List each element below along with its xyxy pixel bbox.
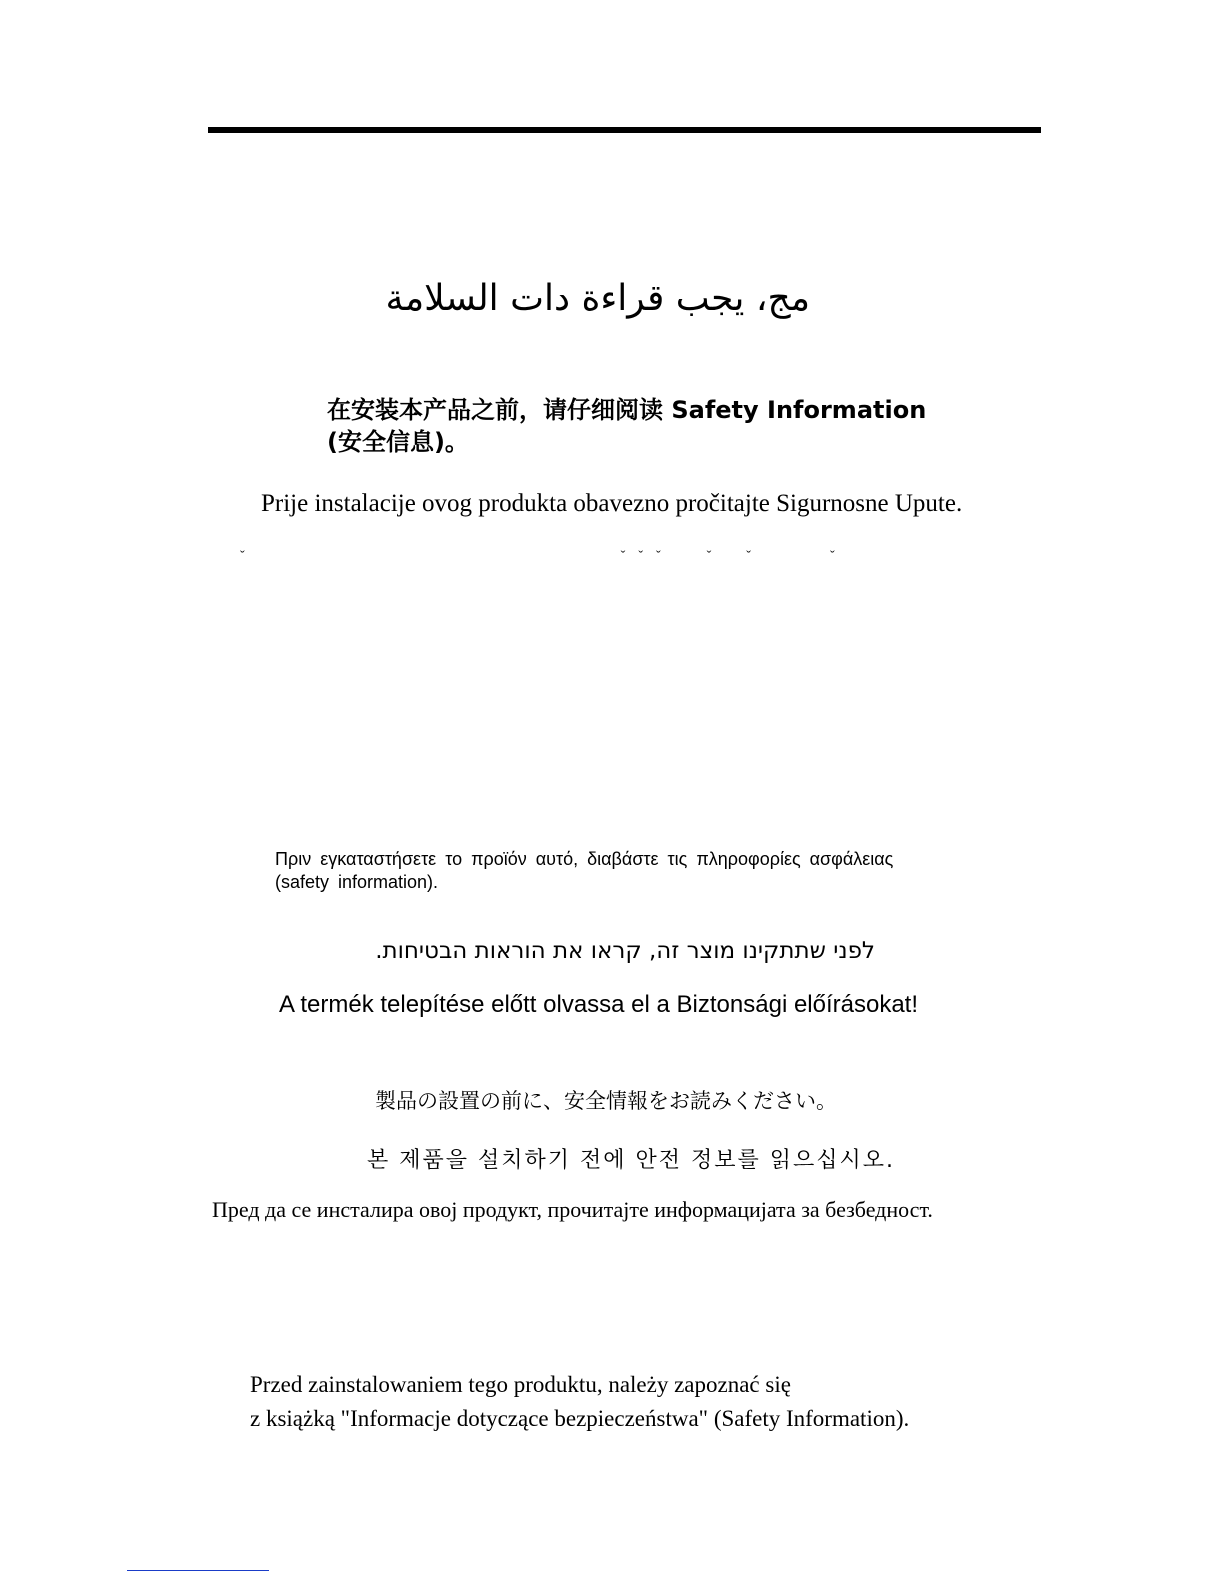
notice-korean: 본 제품을 설치하기 전에 안전 정보를 읽으십시오. [367,1148,895,1173]
notice-macedonian: Пред да се инсталира овој продукт, прочитајте информацијата за безбедност. [212,1197,933,1222]
notice-greek [275,848,893,894]
notice-czech-diacritics: ˇ ˇ ˇ ˇ ˇ ˇ ˇ [240,549,837,564]
notice-japanese: 製品の設置の前に、安全情報をお読みください。 [375,1089,837,1113]
notice-croatian: Prije instalacije ovog produkta obavezno pročitajte Sigurnosne Upute. [261,490,963,517]
notice-polish-line-1: Przed zainstalowaniem tego produktu, należy zapoznać się [250,1372,791,1397]
footer-rule [127,1570,269,1571]
notice-hungarian: A termék telepítése előtt olvassa el a Biztonsági előírásokat! [279,991,919,1018]
notice-chinese-line-1: 在安装本产品之前，请仔细阅读 Safety Information [327,396,927,424]
notice-hebrew: לפני שתתקינו מוצר זה, קראו את הוראות הבטיחות. [375,938,875,964]
notice-polish [250,1368,909,1436]
notice-chinese [327,394,926,458]
notice-greek-line-1: Πριν εγκαταστήσετε το προϊόν αυτό, διαβάστε τις πληροφορίες ασφάλειας [275,849,894,869]
notice-chinese-line-2: (安全信息)。 [327,428,469,456]
header-rule [208,127,1041,133]
notice-arabic: مج، يجب قراءة دات السلامة [385,278,810,319]
notice-polish-line-2: z książką "Informacje dotyczące bezpieczeństwa" (Safety Information). [250,1406,910,1431]
notice-greek-line-2: (safety information). [275,872,439,892]
